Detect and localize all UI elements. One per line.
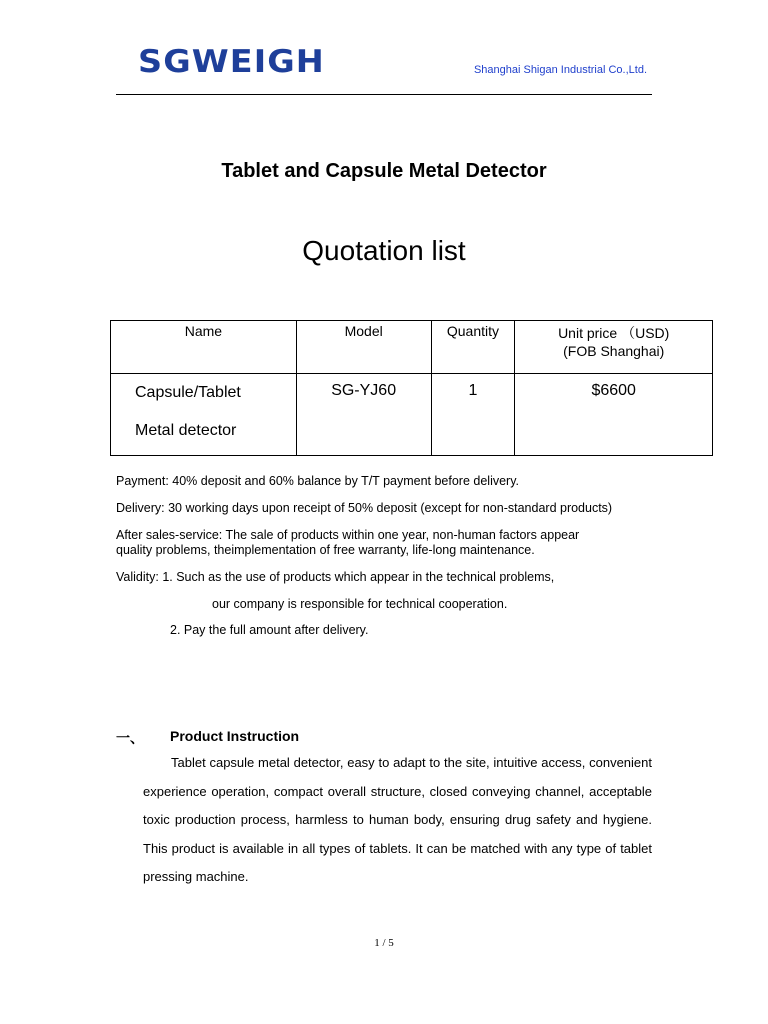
table-header-row [111, 321, 713, 374]
after-sales-line1: After sales-service: The sale of products within one year, non-human factors appear [116, 528, 580, 542]
header-divider [116, 94, 652, 95]
payment-terms: Payment: 40% deposit and 60% balance by T/T payment before delivery. [116, 474, 520, 488]
company-name: Shanghai Shigan Industrial Co.,Ltd. [473, 64, 647, 76]
after-sales-line2: quality problems, theimplementation of free warranty, life-long maintenance. [116, 543, 535, 557]
header-unit-price-line2: (FOB Shanghai) [563, 343, 665, 359]
header-unit-price [515, 321, 713, 374]
table-row [111, 374, 713, 456]
header-name: Name [111, 321, 297, 374]
company-logo: SGWEIGH [138, 44, 325, 80]
cell-name-line1: Capsule/Tablet [135, 384, 241, 401]
cell-quantity: 1 [431, 374, 515, 456]
section-body: Tablet capsule metal detector, easy to adapt to the site, intuitive access, convenient experience operation, compact overall structure, closed conveying channel, acceptable toxic production process, harmless to human body, ensuring drug safety and hygiene. This product is available in all types of tablets. It can be matched with any type of tablet pressing machine. [143, 755, 652, 884]
validity-line1: Validity: 1. Such as the use of products which appear in the technical problems, [116, 570, 555, 584]
cell-price: $6600 [515, 374, 713, 456]
cell-model: SG-YJ60 [296, 374, 431, 456]
section-title: Product Instruction [170, 728, 300, 744]
validity-line2: our company is responsible for technical cooperation. [212, 597, 508, 611]
header-unit-price-line1: Unit price （USD) [558, 325, 670, 341]
header-model: Model [296, 321, 431, 374]
cell-name [111, 374, 297, 456]
cell-name-line2: Metal detector [135, 422, 237, 439]
validity-line3: 2. Pay the full amount after delivery. [170, 623, 369, 637]
delivery-terms: Delivery: 30 working days upon receipt of 50% deposit (except for non-standard products) [116, 501, 613, 515]
quotation-table [110, 320, 713, 456]
page-number: 1 / 5 [374, 937, 394, 949]
document-subtitle: Quotation list [302, 235, 466, 266]
section-number: 一、 [116, 730, 144, 746]
header-quantity: Quantity [431, 321, 515, 374]
document-title: Tablet and Capsule Metal Detector [221, 160, 547, 182]
